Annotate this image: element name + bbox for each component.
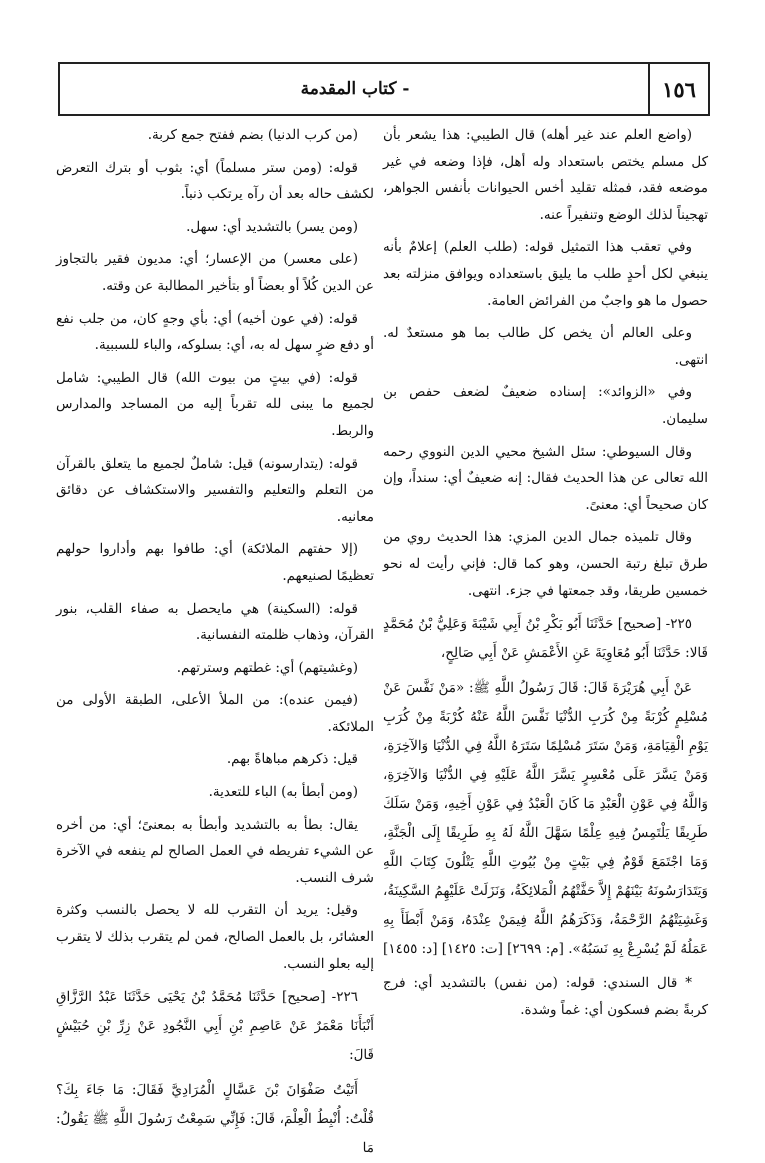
hadith-matn: عَنْ أَبِي هُرَيْرَةَ قَالَ: قَالَ رَسُولُ اللَّهِ ﷺ: «مَنْ نَفَّسَ عَنْ مُسْلِمٍ كُرْبَةً مِنْ كُرَبِ الدُّنْيَا نَفَّسَ اللَّهُ عَنْهُ كُرْبَةً مِنْ كُرَبِ يَوْمِ الْقِيَامَةِ، وَمَنْ سَتَرَ مُسْلِمًا سَتَرَهُ اللَّهُ فِي الدُّنْيَا وَالآخِرَةِ، وَمَنْ يَسَّرَ عَلَى مُعْسِرٍ يَسَّرَ اللَّهُ عَلَيْهِ فِي الدُّنْيَا وَالآخِرَةِ، وَاللَّهُ فِي عَوْنِ الْعَبْدِ مَا كَانَ الْعَبْدُ فِي عَوْنِ أَخِيهِ، وَمَنْ سَلَكَ طَرِيقًا يَلْتَمِسُ فِيهِ عِلْمًا سَهَّلَ اللَّهُ لَهُ بِهِ طَرِيقًا إِلَى الْجَنَّةِ، وَمَا اجْتَمَعَ قَوْمٌ فِي بَيْتٍ مِنْ بُيُوتِ اللَّهِ يَتْلُونَ كِتَابَ اللَّهِ وَيَتَدَارَسُونَهُ بَيْنَهُمْ إِلاَّ حَفَّتْهُمُ الْمَلائِكَةُ، وَنَزَلَتْ عَلَيْهِمُ السَّكِينَةُ، وَغَشِيَتْهُمُ الرَّحْمَةُ، وَذَكَرَهُمُ اللَّهُ فِيمَنْ عِنْدَهُ، وَمَنْ أَبْطَأَ بِهِ عَمَلُهُ لَمْ يُسْرِعْ بِهِ نَسَبُهُ». [م: ٢٦٩٩] [ت: ١٤٢٥] [د: ١٤٥٥]	[383, 680, 708, 958]
paragraph: (وغشيتهم) أي: غطتهم وسترتهم.	[176, 659, 358, 676]
paragraph: يقال: بطأ به بالتشديد وأبطأ به بمعنىً؛ أي: من أخره عن الشيء تفريطه في العمل الصالح لم ينفعه في الآخرة شرف النسب.	[56, 816, 374, 886]
paragraph: (إلا حفتهم الملائكة) أي: طافوا بهم وأداروا حولهم تعظيمًا لصنيعهم.	[56, 541, 374, 584]
paragraph: قوله: (السكينة) هي مايحصل به صفاء القلب، بنور القرآن، وذهاب ظلمته النفسانية.	[56, 600, 374, 644]
hadith-isnad: ٢٢٥- [صحيح] حَدَّثَنَا أَبُو بَكْرِ بْنُ أَبِي شَيْبَةَ وَعَلِيُّ بْنُ مُحَمَّدٍ قَالا: حَدَّثَنَا أَبُو مُعَاوِيَةَ عَنِ الأَعْمَشِ عَنْ أَبِي صَالِحٍ،	[383, 616, 708, 662]
commentary-note: * قال السندي: قوله: (من نفس) بالتشديد أي: فرج كربةً بضم فسكون أي: غماً وشدة.	[383, 975, 708, 1018]
book-title: - كتاب المقدمة	[300, 79, 410, 99]
paragraph: وقال السيوطي: سئل الشيخ محيي الدين النووي رحمه الله تعالى عن هذا الحديث فقال: إنه ضعيفٌ أي: سنداً، وإن كان صحيحاً أي: معنىً.	[383, 443, 708, 513]
page-number: ١٥٦	[648, 64, 708, 114]
paragraph: (من كرب الدنيا) بضم ففتح جمع كربة.	[147, 127, 358, 143]
paragraph: (على معسر) من الإعسار؛ أي: مديون فقير بالتجاوز عن الدين كُلاً أو بعضاً أو بتأخير المطالبة عن وقته.	[56, 251, 374, 294]
right-column	[383, 122, 708, 1102]
left-column	[56, 122, 374, 1157]
paragraph: قوله: (ومن ستر مسلماً) أي: بثوب أو بترك التعرض لكشف حاله بعد أن رآه يرتكب ذنباً.	[56, 159, 374, 203]
paragraph: وعلى العالم أن يخص كل طالب بما هو مستعدٌ له. انتهى.	[383, 325, 708, 368]
hadith-isnad: ٢٢٦- [صحيح] حَدَّثَنَا مُحَمَّدُ بْنُ يَحْيَى حَدَّثَنَا عَبْدُ الرَّزَّاقِ أَنْبَأَنَا مَعْمَرٌ عَنْ عَاصِمِ بْنِ أَبِي النَّجُودِ عَنْ زِرِّ بْنِ حُبَيْشٍ قَالَ:	[56, 989, 374, 1064]
paragraph: قوله: (يتدارسونه) قيل: شاملٌ لجميع ما يتعلق بالقرآن من التعلم والتعليم والتفسير والاستكشاف عن دقائق معانيه.	[56, 455, 374, 525]
page-header	[58, 62, 710, 116]
paragraph: (ومن أبطأ به) الباء للتعدية.	[208, 784, 358, 801]
paragraph: (فيمن عنده): من الملأ الأعلى، الطبقة الأولى من الملائكة.	[56, 692, 374, 735]
paragraph: وفي تعقب هذا التمثيل قوله: (طلب العلم) إعلامٌ بأنه ينبغي لكل أحدٍ طلب ما يليق باستعداده ويوافق منزلته بعد حصول ما هو واجبٌ من الفرائض العامة.	[383, 239, 708, 309]
paragraph: وقيل: يريد أن التقرب لله لا يحصل بالنسب وكثرة العشائر، بل بالعمل الصالح، فمن لم يتقرب بذلك لا يتقرب إليه بعلو النسب.	[56, 902, 374, 972]
paragraph: قيل: ذكرهم مباهاةً بهم.	[226, 751, 358, 768]
hadith-matn: أَتَيْتُ صَفْوَانَ بْنَ عَسَّالٍ الْمُرَادِيَّ فَقَالَ: مَا جَاءَ بِكَ؟ قُلْتُ: أُنْبِطُ الْعِلْمَ، قَالَ: فَإِنِّي سَمِعْتُ رَسُولَ اللَّهِ ﷺ يَقُولُ: مَا	[56, 1082, 374, 1157]
paragraph: وقال تلميذه جمال الدين المزي: هذا الحديث روي من طرق تبلغ رتبة الحسن، وهو كما قال: فإني رأيت له نحو خمسين طريقا، وقد جمعتها في جزء. انتهى.	[383, 529, 708, 599]
paragraph: وفي «الزوائد»: إسناده ضعيفٌ لضعف حفص بن سليمان.	[383, 384, 708, 427]
paragraph: (واضع العلم عند غير أهله) قال الطيبي: هذا يشعر بأن كل مسلم يختص باستعداد وله أهل، فإذا وضعه في غير موضعه فقد، فمثله تقليد أخس الحيوانات بأنفس الجواهر، تهجيناً لذلك الوضع وتنفيراً عنه.	[383, 127, 708, 223]
paragraph: قوله: (في بيتٍ من بيوت الله) قال الطيبي: شامل لجميع ما يبنى لله تقرباً إليه من المساجد والمدارس والربط.	[56, 369, 374, 439]
paragraph: (ومن يسر) بالتشديد أي: سهل.	[186, 218, 358, 235]
paragraph: قوله: (في عون أخيه) أي: بأي وجهٍ كان، من جلب نفع أو دفع ضرٍ سهل له به، أي: بسلوكه، والباء للسببية.	[56, 310, 374, 354]
